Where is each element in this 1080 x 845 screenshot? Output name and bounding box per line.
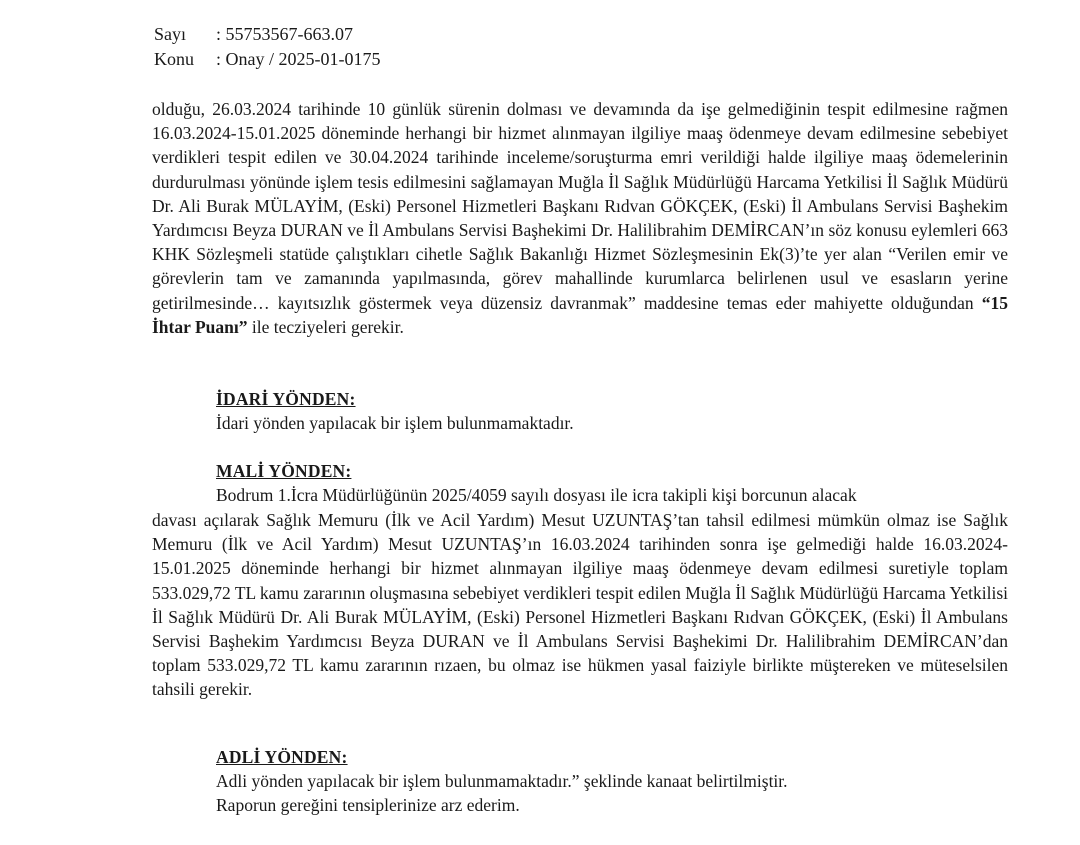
- idari-text: İdari yönden yapılacak bir işlem bulunmamaktadır.: [216, 413, 574, 434]
- adli-text: Adli yönden yapılacak bir işlem bulunmamaktadır.” şeklinde kanaat belirtilmiştir.: [216, 771, 788, 792]
- konu-label: Konu: [154, 49, 194, 69]
- mali-first-line: Bodrum 1.İcra Müdürlüğünün 2025/4059 sayılı dosyası ile icra takipli kişi borcunun alacak: [216, 485, 857, 506]
- adli-title: ADLİ YÖNDEN:: [216, 747, 348, 767]
- mali-text: davası açılarak Sağlık Memuru (İlk ve Acil Yardım) Mesut UZUNTAŞ’tan tahsil edilmesi mümkün olmaz ise Sağlık Memuru (İlk ve Acil Yardım) Mesut UZUNTAŞ’ın 16.03.2024 tarihinden sonra işe gelmediği halde 16.03.2024-15.01.2025 döneminde herhangi bir hizmet alınmayan ilgiliye maaş ödenmeye devam edilmesi suretiyle toplam 533.029,72 TL kamu zararının oluşmasına sebebiyet verdikleri tespit edilen Muğla İl Sağlık Müdürlüğü Harcama Yetkilisi İl Sağlık Müdürü Dr. Ali Burak MÜLAYİM, (Eski) Personel Hizmetleri Başkanı Rıdvan GÖKÇEK, (Eski) İl Ambulans Servisi Başhekim Yardımcısı Beyza DURAN ve İl Ambulans Servisi Başhekimi Dr. Halilibrahim DEMİRCAN’dan toplam 533.029,72 TL kamu zararının rızaen, bu olmaz ise hükmen yasal faiziyle birlikte müştereken ve müteselsilen tahsili gerekir.: [152, 510, 1008, 700]
- document-header: [154, 22, 380, 72]
- paragraph-penalty-main: olduğu, 26.03.2024 tarihinde 10 günlük sürenin dolması ve devamında da işe gelmediğinin tespit edilmesine rağmen 16.03.2024-15.01.2025 döneminde herhangi bir hizmet alınmayan ilgiliye maaş ödenmeye devam edilmesine sebebiyet verdikleri tespit edilen ve 30.04.2024 tarihinde inceleme/soruşturma emri verildiği halde ilgiliye maaş ödemelerinin durdurulması yönünde işlem tesis edilmesini sağlamayan Muğla İl Sağlık Müdürlüğü Harcama Yetkilisi İl Sağlık Müdürü Dr. Ali Burak MÜLAYİM, (Eski) Personel Hizmetleri Başkanı Rıdvan GÖKÇEK, (Eski) İl Ambulans Servisi Başhekim Yardımcısı Beyza DURAN ve İl Ambulans Servisi Başhekimi Dr. Halilibrahim DEMİRCAN’ın söz konusu eylemleri 663 KHK Sözleşmeli statüde çalıştıkları cihetle Sağlık Bakanlığı Hizmet Sözleşmesinin Ek(3)’te yer alan “Verilen emir ve görevlerin tam ve zamanında yapılmasında, görev mahallinde kurumlarca belirlenen usul ve esasların yerine getirilmesinde… kayıtsızlık göstermek veya düzensiz davranmak” maddesine temas eder mahiyette olduğundan: [152, 99, 1008, 313]
- paragraph-penalty: [152, 97, 1008, 339]
- mali-section: [216, 459, 1008, 507]
- konu-row: [154, 47, 380, 72]
- mali-title: MALİ YÖNDEN:: [216, 461, 352, 481]
- adli-section: [216, 745, 1008, 818]
- paragraph-penalty-end: ile tecziyeleri gerekir.: [247, 316, 404, 337]
- idari-title: İDARİ YÖNDEN:: [216, 389, 356, 409]
- penalty-points: “15 İhtar Puanı”: [152, 292, 1008, 337]
- idari-section: [216, 387, 1008, 435]
- sayi-label: Sayı: [154, 24, 187, 44]
- sayi-value: : 55753567-663.07: [216, 24, 353, 44]
- konu-value: : Onay / 2025-01-0175: [216, 49, 381, 69]
- sayi-row: [154, 22, 380, 47]
- closing-text: Raporun gereğini tensiplerinize arz ederim.: [216, 795, 520, 816]
